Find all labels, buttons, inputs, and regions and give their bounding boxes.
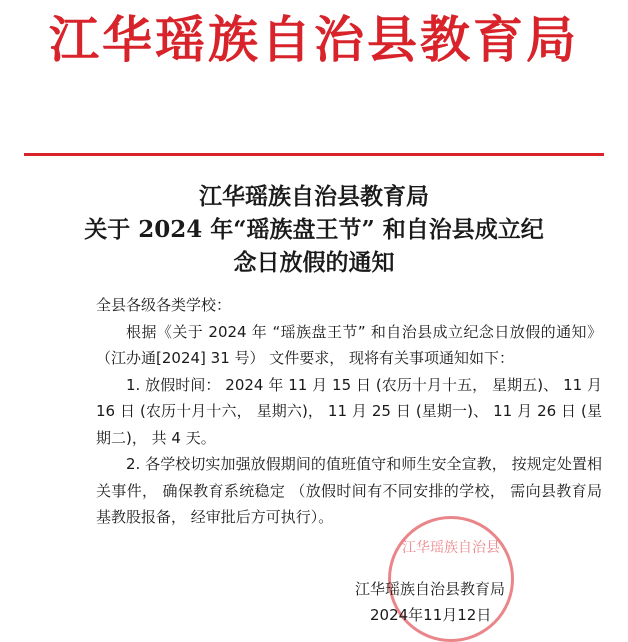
salutation: 全县各级各类学校： [96,296,232,314]
paragraph-item-1: 1. 放假时间： 2024 年 11 月 15 日 (农历十月十五， 星期五)、 11 月 16 日 (农历十月十六， 星期六)， 11 月 25 日 (星期一)、 11 月 26 日 (星期二)， 共 4 天。 [96,375,602,447]
red-divider-line [24,153,604,156]
notice-body [96,292,602,531]
paragraph-intro: 根据《关于 2024 年 “瑶族盘王节” 和自治县成立纪念日放假的通知》（江办通[2024] 31 号） 文件要求， 现将有关事项通知如下： [96,322,602,367]
notice-title [60,180,568,279]
seal-text: 江华瑶族自治县 [402,540,500,556]
paragraph-item-2: 2. 各学校切实加强放假期间的值班值守和师生安全宣教， 按规定处置相关事件， 确保教育系统稳定 （放假时间有不同安排的学校， 需向县教育局基教股报备， 经审批后方可执行）。 [96,455,602,526]
signature-org: 江华瑶族自治县教育局 [355,580,506,598]
title-line-2: 关于 2024 年“瑶族盘王节” 和自治县成立纪 [84,216,544,243]
title-line-1: 江华瑶族自治县教育局 [199,183,429,210]
title-line-3: 念日放假的通知 [233,249,395,276]
signature-date: 2024年11月12日 [370,606,492,624]
letterhead-title: 江华瑶族自治县教育局 [49,11,579,69]
